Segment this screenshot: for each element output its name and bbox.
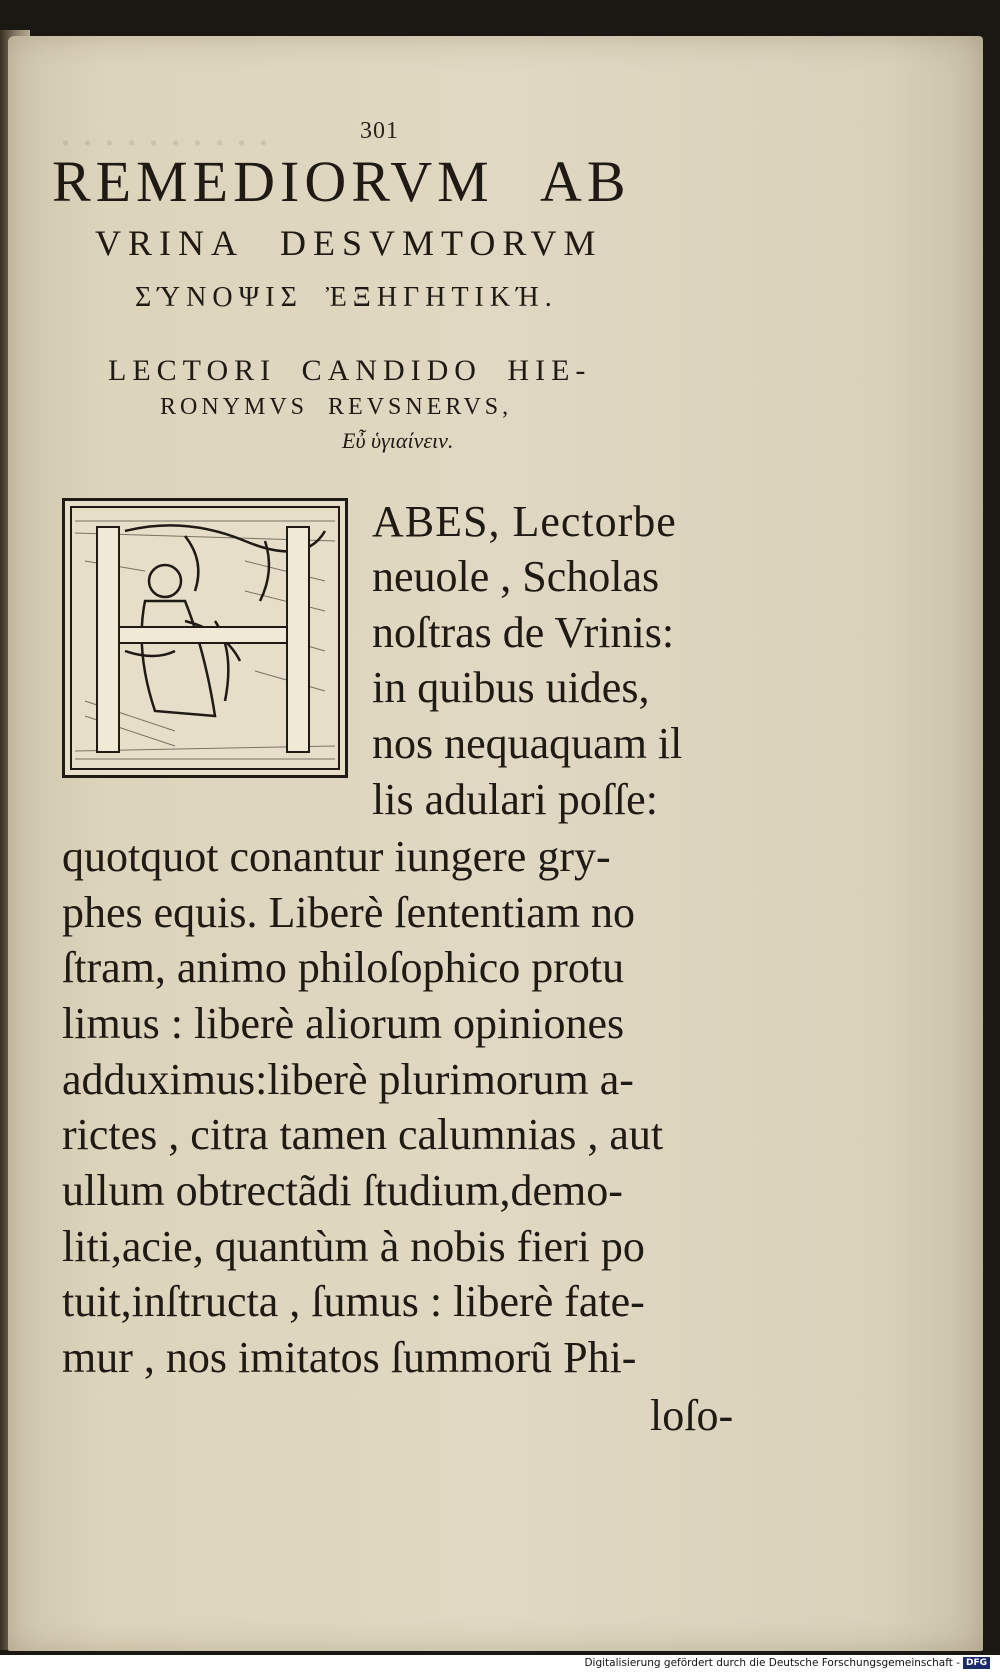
text-line: mur , nos imitatos ſummorũ Phi-	[62, 1333, 637, 1382]
text-line: ABES, Lectorbe	[372, 497, 677, 546]
text-line: adduximus:liberè plurimorum a-	[62, 1055, 634, 1104]
text-line: lis adulari poſſe:	[372, 775, 658, 824]
text-line: in quibus uides,	[372, 663, 650, 712]
title-line: REMEDIORVM AB	[52, 149, 631, 214]
text-line: phes equis. Liberè ſententiam no	[62, 888, 636, 937]
woodcut-illustration	[65, 501, 345, 775]
page-number: 301	[360, 118, 399, 144]
woodcut-initial	[62, 498, 348, 778]
text-line: nos nequaquam il	[372, 719, 683, 768]
dedication-line: LECTORI CANDIDO HIE-	[108, 354, 592, 387]
greek-salutation: Εὖ ὑγιαίνειν.	[342, 428, 454, 453]
dfg-logo: DFG	[963, 1657, 990, 1669]
credit-text: Digitalisierung gefördert durch die Deutsche Forschungsgemeinschaft -	[584, 1657, 960, 1669]
text-line: neuole , Scholas	[372, 552, 660, 601]
dedication-line: RONYMVS REVSNERVS,	[160, 394, 513, 420]
show-through: . . . . . . . . . .	[60, 106, 269, 155]
text-line: noſtras de Vrinis:	[372, 608, 675, 657]
text-line: ullum obtrectãdi ſtudium,demo-	[62, 1166, 623, 1215]
catchword: loſo-	[650, 1391, 734, 1440]
text-line: ſtram, animo philoſophico protu	[62, 943, 625, 992]
title-line: VRINA DESVMTORVM	[95, 223, 603, 263]
text-line: tuit,inſtructa , ſumus : liberè fate-	[62, 1277, 645, 1326]
text-line: rictes , citra tamen calumnias , aut	[62, 1110, 664, 1159]
text-line: quotquot conantur iungere gry-	[62, 832, 611, 881]
greek-subtitle: ΣΎΝΟΨΙΣ ἘΞΗΓΗΤΙΚΉ.	[135, 282, 558, 313]
digitization-credit	[584, 1657, 990, 1669]
text-line: liti,acie, quantùm à nobis fieri po	[62, 1222, 645, 1271]
text-line: limus : liberè aliorum opiniones	[62, 999, 625, 1048]
